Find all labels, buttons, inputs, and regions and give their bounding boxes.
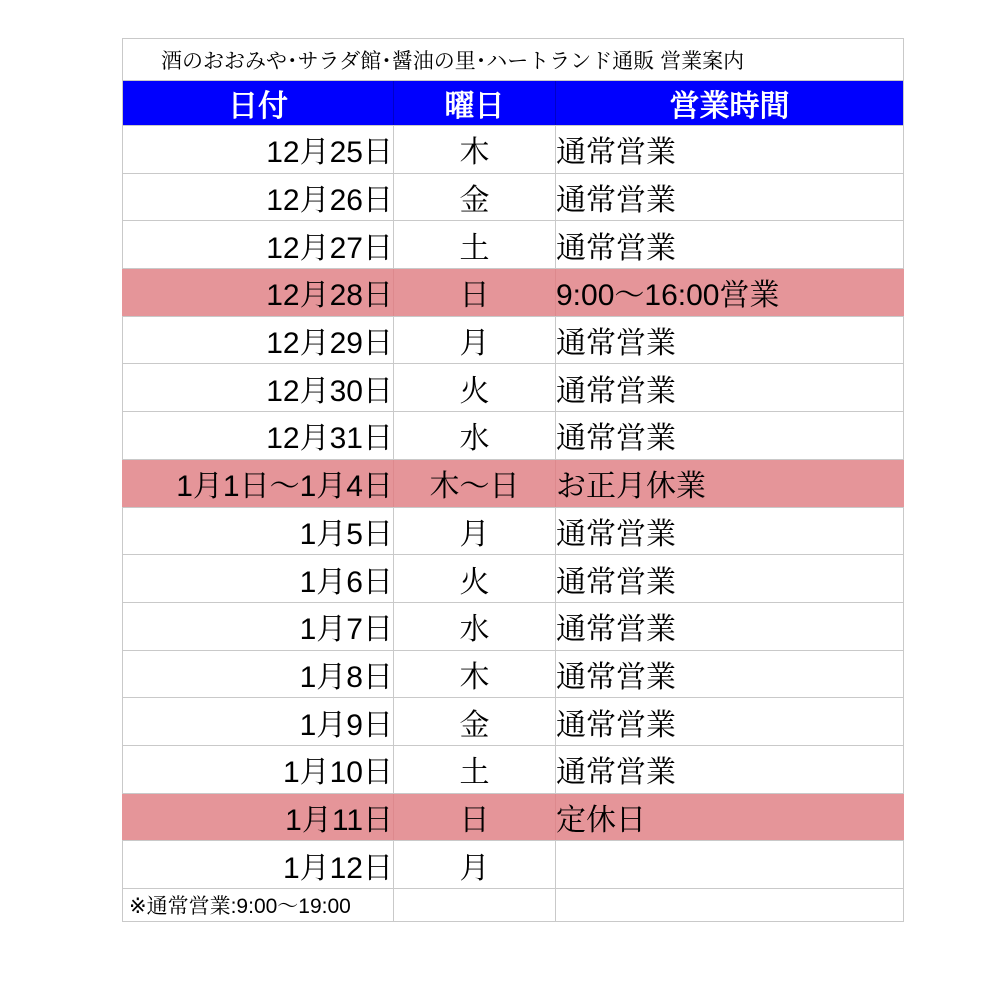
column-header-hours: 営業時間 [556,81,904,126]
table-row [123,364,904,412]
table-row-highlighted [123,793,904,841]
cell-day: 日 [394,793,556,841]
cell-day: 水 [394,412,556,460]
cell-hours: 通常営業 [556,364,904,412]
cell-hours: 定休日 [556,793,904,841]
table-row [123,602,904,650]
table-row [123,173,904,221]
cell-hours: 通常営業 [556,745,904,793]
cell-date: 1月1日～1月4日 [123,459,394,507]
table-row [123,412,904,460]
cell-date: 1月11日 [123,793,394,841]
cell-date: 12月31日 [123,412,394,460]
cell-day: 木 [394,126,556,174]
table-row-highlighted [123,459,904,507]
cell-hours: 通常営業 [556,650,904,698]
cell-date: 1月8日 [123,650,394,698]
cell-date: 1月10日 [123,745,394,793]
cell-hours: 通常営業 [556,126,904,174]
cell-date: 1月12日 [123,841,394,889]
empty-cell [394,889,556,922]
cell-day: 火 [394,555,556,603]
table-row [123,555,904,603]
table-row [123,507,904,555]
footnote-row [123,889,904,922]
empty-cell [556,889,904,922]
cell-day: 木～日 [394,459,556,507]
cell-hours: 通常営業 [556,412,904,460]
cell-day: 土 [394,221,556,269]
table-row [123,698,904,746]
cell-hours: 9:00～16:00営業 [556,269,904,317]
column-header-date: 日付 [123,81,394,126]
cell-hours: 通常営業 [556,316,904,364]
cell-hours: 通常営業 [556,555,904,603]
table-row [123,221,904,269]
cell-hours: お正月休業 [556,459,904,507]
cell-day: 金 [394,173,556,221]
cell-day: 火 [394,364,556,412]
table-row [123,841,904,889]
cell-day: 月 [394,507,556,555]
cell-date: 1月6日 [123,555,394,603]
footnote: ※通常営業:9:00～19:00 [123,889,394,922]
cell-hours: 通常営業 [556,602,904,650]
cell-hours: 通常営業 [556,221,904,269]
table-title: 酒のおおみや･サラダ館･醤油の里･ハートランド通販 営業案内 [123,39,904,81]
table-row [123,745,904,793]
cell-date: 12月28日 [123,269,394,317]
cell-hours: 通常営業 [556,507,904,555]
cell-date: 12月25日 [123,126,394,174]
cell-hours: 通常営業 [556,698,904,746]
cell-date: 1月7日 [123,602,394,650]
cell-hours: 通常営業 [556,173,904,221]
cell-date: 12月30日 [123,364,394,412]
cell-day: 水 [394,602,556,650]
cell-day: 金 [394,698,556,746]
column-header-day: 曜日 [394,81,556,126]
cell-date: 1月5日 [123,507,394,555]
header-row [123,81,904,126]
cell-day: 月 [394,316,556,364]
business-hours-table [122,38,904,922]
cell-day: 日 [394,269,556,317]
cell-date: 12月29日 [123,316,394,364]
title-row [123,39,904,81]
cell-hours [556,841,904,889]
cell-date: 1月9日 [123,698,394,746]
cell-date: 12月26日 [123,173,394,221]
table-row [123,126,904,174]
table-row [123,650,904,698]
cell-day: 土 [394,745,556,793]
cell-day: 月 [394,841,556,889]
cell-date: 12月27日 [123,221,394,269]
cell-day: 木 [394,650,556,698]
table-row-highlighted [123,269,904,317]
table-row [123,316,904,364]
